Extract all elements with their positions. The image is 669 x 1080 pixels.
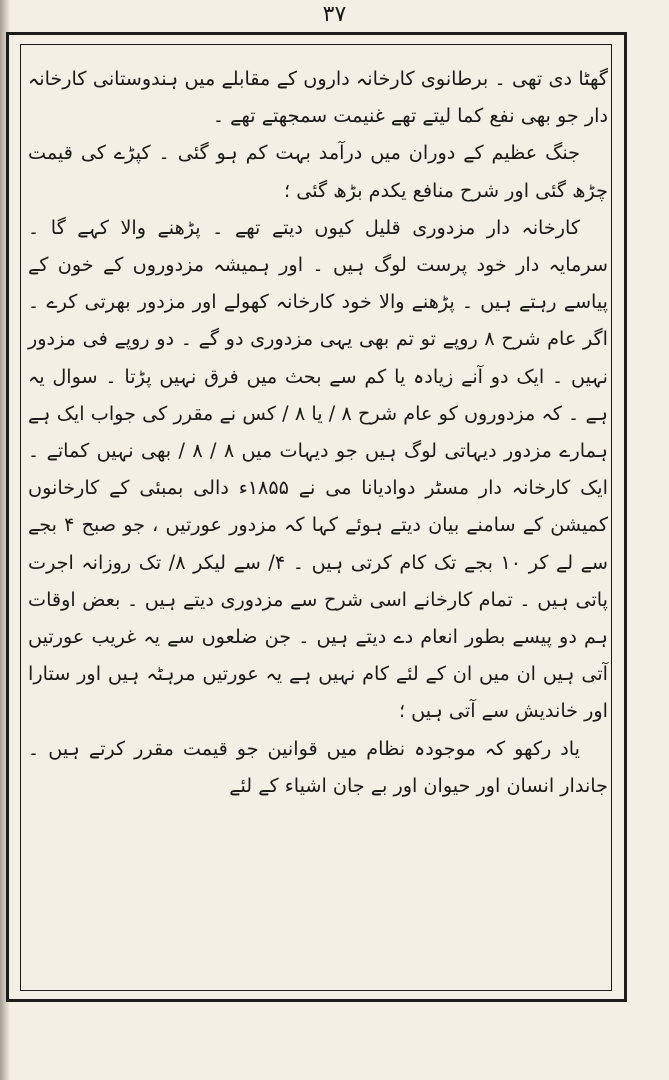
paragraph-1: گھٹا دی تھی ۔ برطانوی کارخانہ داروں کے مقابلے میں ہندوستانی کارخانہ دار جو بھی نفع کما لیتے تھے غنیمت سمجھتے تھے ۔ [28,67,608,128]
paragraph-2: جنگ عظیم کے دوران میں درآمد بہت کم ہو گئی ۔ کپڑے کی قیمت چڑھ گئی اور شرح منافع یکدم بڑھ گئی ؛ [28,141,608,202]
body-text [28,60,608,804]
paragraph-3: کارخانہ دار مزدوری قلیل کیوں دیتے تھے ۔ پڑھنے والا کہے گا ۔ سرمایہ دار خود پرست لوگ ہیں ۔ اور ہمیشہ مزدوروں کے خون کے پیاسے رہتے ہیں ۔ پڑھنے والا خود کارخانہ کھولے اور مزدور بھرتی کرے ۔ اگر عام شرح ۸ روپے تو تم بھی یہی مزدوری دو گے ۔ دو روپے فی مزدور نہیں ۔ ایک دو آنے زیادہ یا کم سے بحث میں فرق نہیں پڑتا ۔ سوال یہ ہے ۔ کہ مزدوروں کو عام شرح ۸ / یا ۸ / کس نے مقرر کی جواب ایک ہے ہمارے مزدور دیہاتی لوگ ہیں جو دیہات میں ۸ / ۸ / بھی نہیں کماتے ۔ ایک کارخانہ دار مسٹر دوادیانا می نے ۱۸۵۵ء دالی بمبئی کے کارخانوں کمیشن کے سامنے بیان دیتے ہوئے کہا کہ مزدور عورتیں ، جو صبح ۴ بجے سے لے کر ۱۰ بجے تک کام کرتی ہیں ۔ ۴/ سے لیکر ۸/ تک روزانہ اجرت پاتی ہیں ۔ تمام کارخانے اسی شرح سے مزدوری دیتے ہیں ۔ بعض اوقات ہم دو پیسے بطور انعام دے دیتے ہیں ۔ جن ضلعوں سے یہ غریب عورتیں آتی ہیں ان میں ان کے لئے کام نہیں ہے یہ عورتیں مرہٹہ ہیں اور ستارا اور خاندیش سے آتی ہیں ؛ [28,215,608,723]
paragraph-4: یاد رکھو کہ موجودہ نظام میں قوانین جو قیمت مقرر کرتے ہیں ۔ جاندار انسان اور حیوان اور بے جان اشیاء کے لئے [28,736,608,797]
page-number: ۳۷ [322,2,347,27]
